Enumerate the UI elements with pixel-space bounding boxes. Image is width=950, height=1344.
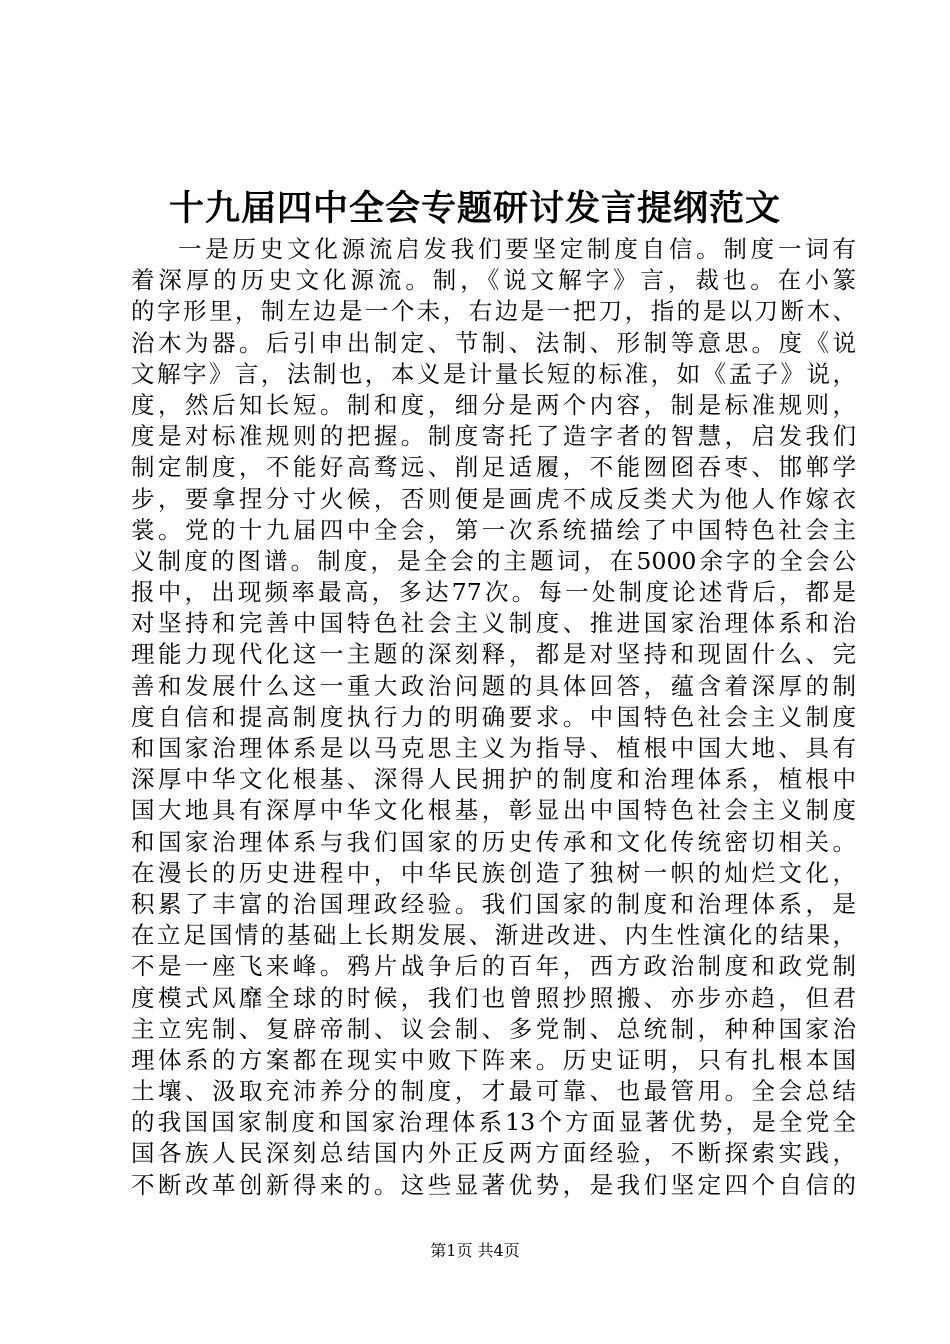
body-line: 度，然后知长短。制和度，细分是两个内容，制是标准规则， [131,390,856,419]
body-line: 理能力现代化这一主题的深刻释，都是对坚持和现固什么、完 [131,640,856,669]
body-line: 的字形里，制左边是一个未，右边是一把刀，指的是以刀断木、 [131,297,856,326]
body-line: 一是历史文化源流启发我们要坚定制度自信。制度一词有 [178,235,856,263]
body-line: 理体系的方案都在现实中败下阵来。历史证明，只有扎根本国 [131,1045,856,1074]
body-line: 和国家治理体系是以马克思主义为指导、植根中国大地、具有 [131,734,856,762]
body-line: 土壤、汲取充沛养分的制度，才最可靠、也最管用。全会总结 [131,1077,856,1106]
body-line: 度模式风靡全球的时候，我们也曾照抄照搬、亦步亦趋，但君 [131,983,856,1012]
body-line: 度自信和提高制度执行力的明确要求。中国特色社会主义制度 [131,702,856,731]
body-line: 主立宪制、复辟帝制、议会制、多党制、总统制，种种国家治 [131,1014,856,1043]
body-line: 度是对标准规则的把握。制度寄托了造字者的智慧，启发我们 [131,422,856,451]
body-line: 在漫长的历史进程中，中华民族创造了独树一帜的灿烂文化， [131,858,856,887]
body-line: 的我国国家制度和国家治理体系13个方面显著优势，是全党全 [131,1108,856,1137]
body-line: 不断改革创新得来的。这些显著优势，是我们坚定四个自信的 [131,1170,856,1199]
page-indicator: 第1页 共4页 [430,1241,520,1260]
body-line: 不是一座飞来峰。鸦片战争后的百年，西方政治制度和政党制 [131,952,856,981]
body-line: 对坚持和完善中国特色社会主义制度、推进国家治理体系和治 [131,609,856,638]
body-line: 治木为器。后引申出制定、节制、法制、形制等意思。度《说 [131,328,856,357]
body-line: 和国家治理体系与我们国家的历史传承和文化传统密切相关。 [131,827,856,856]
body-line: 积累了丰富的治国理政经验。我们国家的制度和治理体系，是 [131,889,856,918]
body-line: 国各族人民深刻总结国内外正反两方面经验，不断探索实践， [131,1139,856,1168]
body-line: 在立足国情的基础上长期发展、渐进改进、内生性演化的结果， [131,921,856,950]
body-line: 义制度的图谱。制度，是全会的主题词，在5000余字的全会公 [131,546,856,575]
document-title: 十九届四中全会专题研讨发言提纲范文 [168,188,781,229]
body-line: 深厚中华文化根基、深得人民拥护的制度和治理体系，植根中 [131,765,856,794]
body-line: 裳。党的十九届四中全会，第一次系统描绘了中国特色社会主 [131,515,856,544]
body-line: 文解字》言，法制也，本义是计量长短的标准，如《孟子》说， [131,359,856,388]
body-line: 着深厚的历史文化源流。制，《说文解字》言，裁也。在小篆 [131,266,856,295]
body-line: 善和发展什么这一重大政治问题的具体回答，蕴含着深厚的制 [131,671,856,700]
document-body [131,234,856,1201]
body-line: 报中，出现频率最高，多达77次。每一处制度论述背后，都是 [131,578,856,607]
page-footer [0,1240,950,1262]
body-line: 步，要拿捏分寸火候，否则便是画虎不成反类犬为他人作嫁衣 [131,484,856,513]
body-line: 国大地具有深厚中华文化根基，彰显出中国特色社会主义制度 [131,796,856,825]
body-line: 制定制度，不能好高骛远、削足适履，不能囫囵吞枣、邯郸学 [131,453,856,482]
